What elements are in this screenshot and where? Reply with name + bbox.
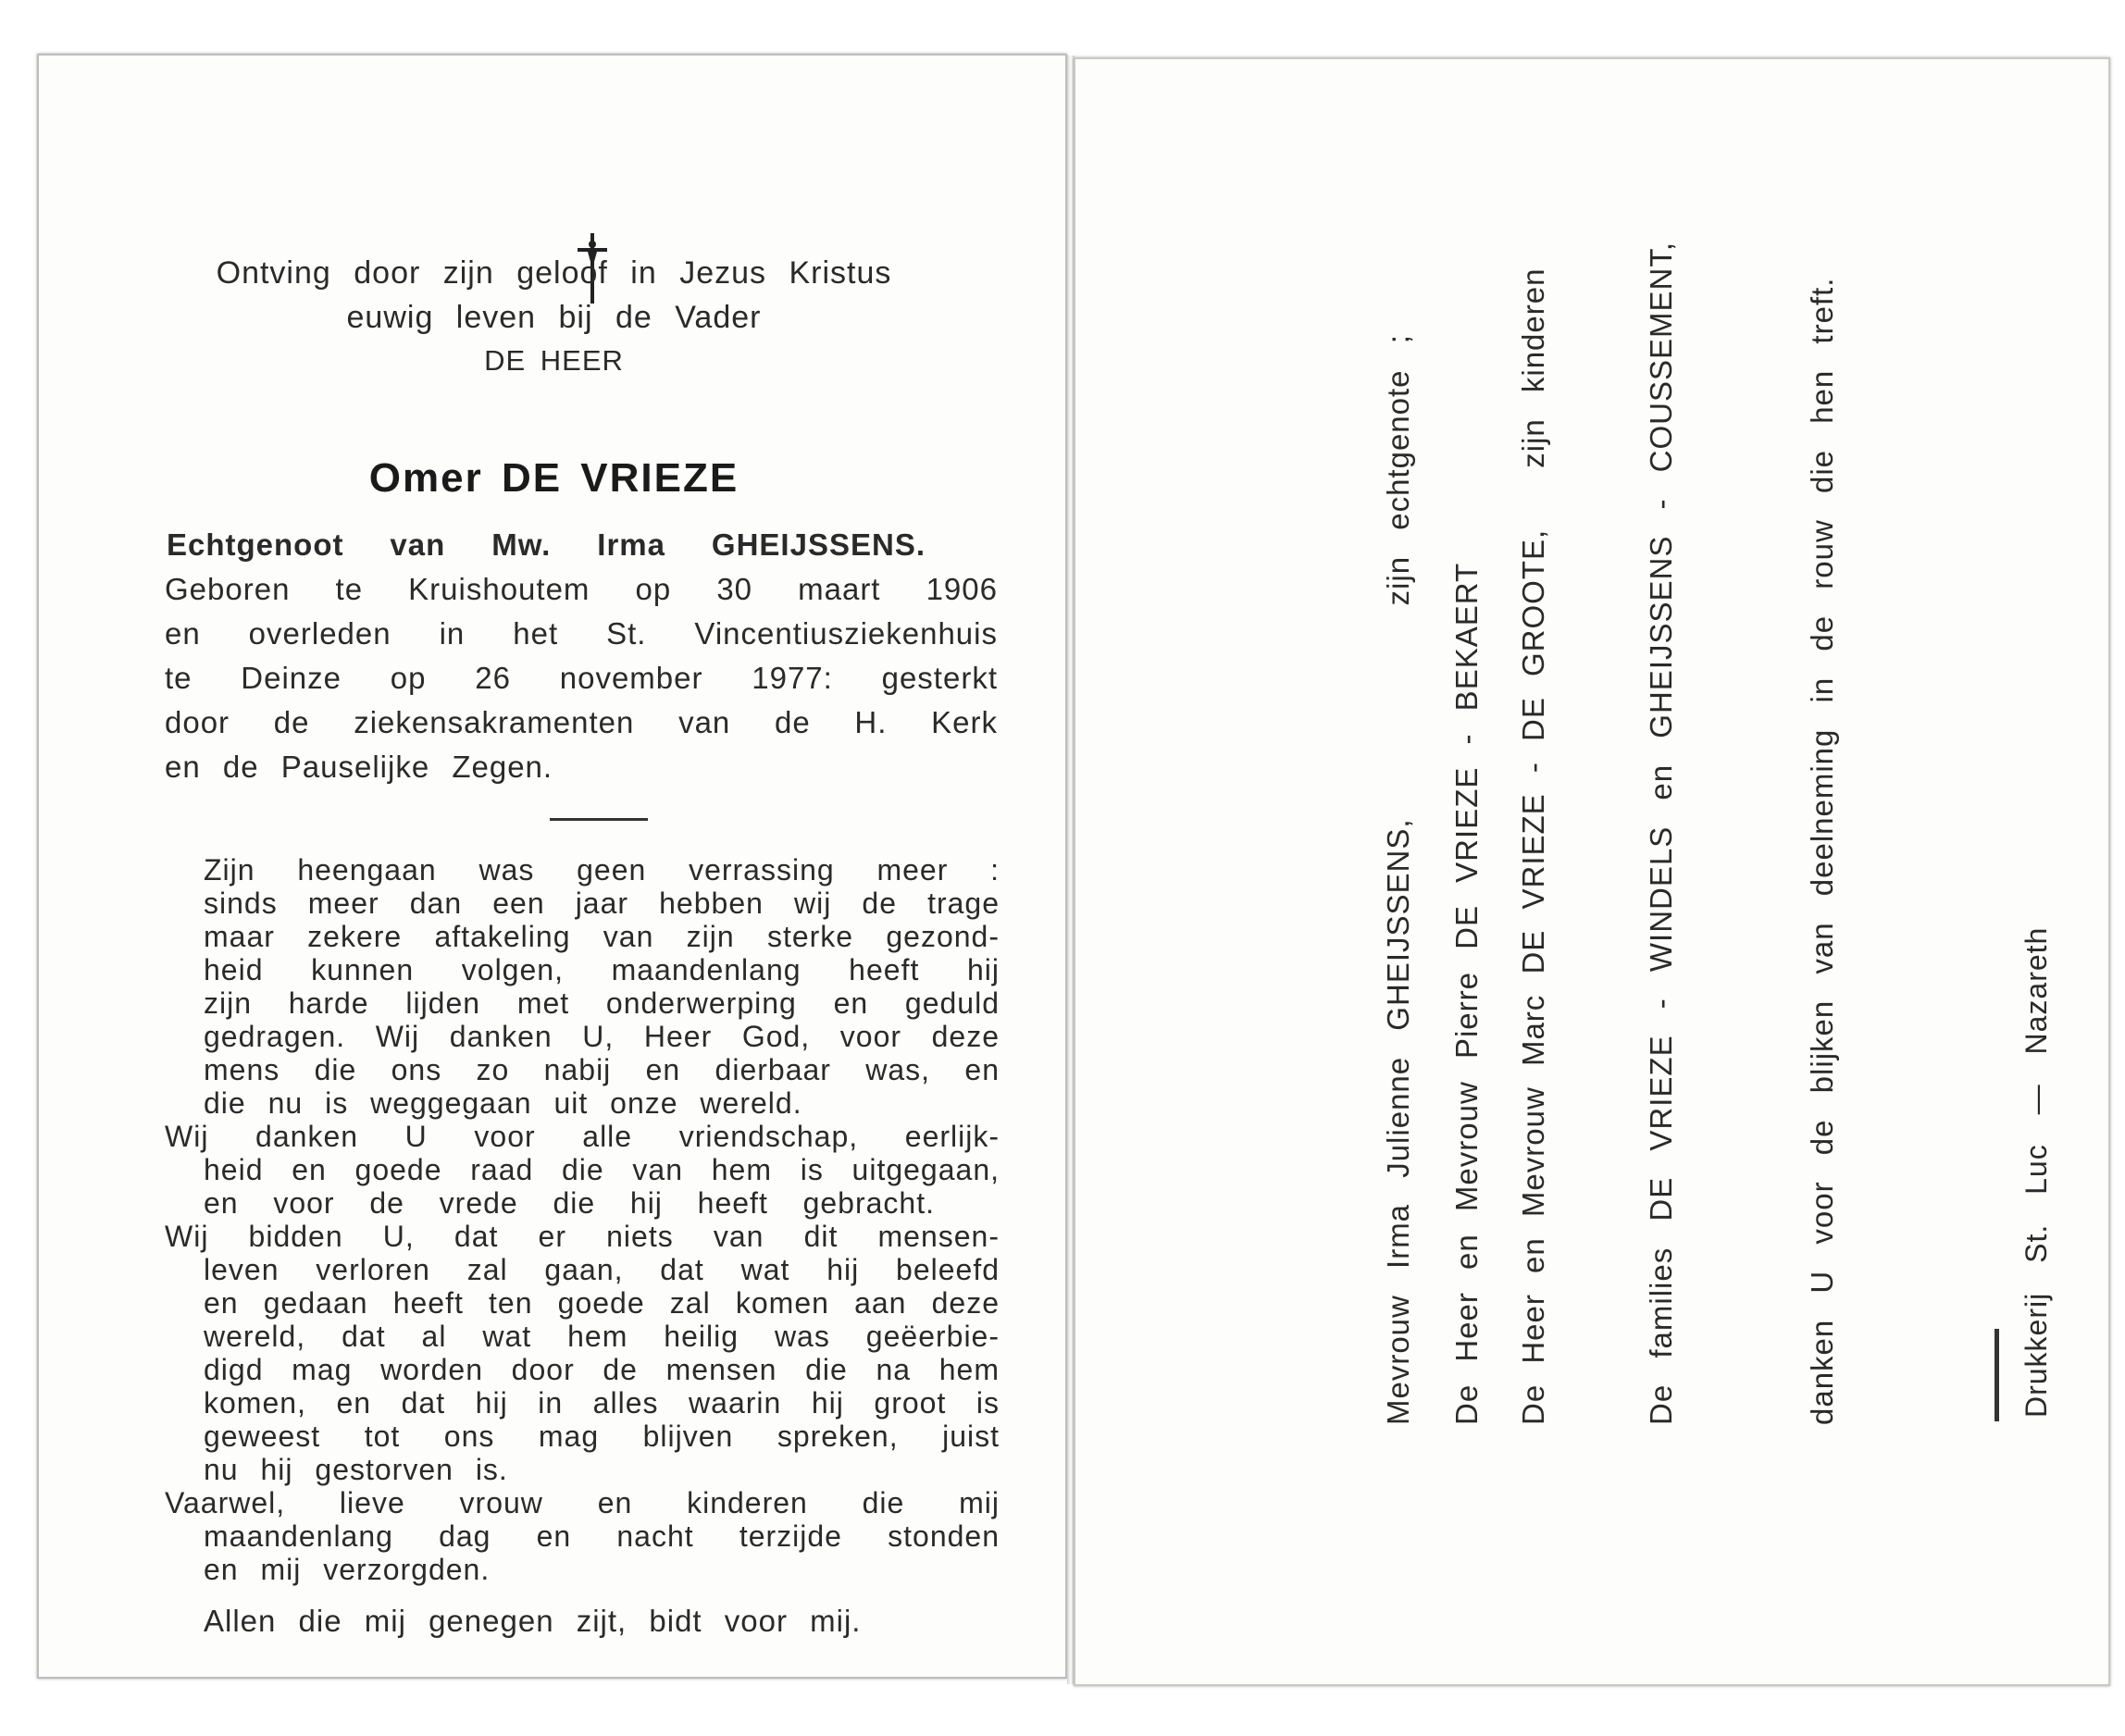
bio-line-5: door de ziekensakramenten van de H. Kerk [165, 705, 998, 739]
left-card-page [37, 54, 1067, 1679]
poem-line-10: heid en goede raad die van hem is uitgegaan, [204, 1153, 1000, 1186]
family-line-1-relation: zijn echtgenote ; [1381, 334, 1415, 606]
family-line-4-names: De families DE VRIEZE - WINDELS en GHEIJSSENS - COUSSEMENT, [1644, 241, 1678, 1425]
printer-text: Drukkerij St. Luc — Nazareth [2019, 926, 2053, 1418]
poem-line-8: die nu is weggegaan uit onze wereld. [204, 1086, 802, 1120]
family-line-1-names: Mevrouw Irma Julienne GHEIJSSENS, [1381, 818, 1415, 1425]
poem-line-17: komen, en dat hij in alles waarin hij groot is [204, 1386, 1000, 1420]
bio-line-2: Geboren te Kruishoutem op 30 maart 1906 [165, 572, 998, 606]
family-line-2 [1449, 563, 1485, 1425]
family-line-5-names: danken U voor de blijken van deelneming in de rouw die hen treft. [1805, 277, 1839, 1425]
printer-rule [1995, 1329, 1999, 1421]
printer-line [2019, 927, 2054, 1418]
divider [550, 818, 648, 821]
family-line-3-relation: zijn kinderen [1516, 267, 1550, 468]
bio-line-3: en overleden in het St. Vincentiusziekenhuis [165, 616, 998, 651]
family-line-2-names: De Heer en Mevrouw Pierre DE VRIEZE - BEKAERT [1449, 562, 1484, 1425]
poem-line-23: Allen die mij genegen zijt, bidt voor mij. [204, 1604, 862, 1638]
poem-line-2: sinds meer dan een jaar hebben wij de trage [204, 887, 1000, 920]
poem-line-16: digd mag worden door de mensen die na hem [204, 1353, 1000, 1386]
poem-line-3: maar zekere aftakeling van zijn sterke gezond- [204, 920, 1000, 953]
family-line-3 [1516, 268, 1551, 1425]
right-card-page [1074, 57, 2110, 1686]
poem-line-1: Zijn heengaan was geen verrassing meer : [204, 853, 1000, 887]
family-line-1 [1381, 231, 1416, 1425]
poem-line-5: zijn harde lijden met onderwerping en geduld [204, 986, 1000, 1020]
poem-line-6: gedragen. Wij danken U, Heer God, voor deze [204, 1020, 1000, 1053]
poem-line-22: en mij verzorgden. [204, 1553, 491, 1586]
family-line-5 [1805, 278, 1840, 1425]
family-line-3-names: De Heer en Mevrouw Marc DE VRIEZE - DE GROOTE, [1516, 528, 1550, 1425]
intro-line-1: Ontving door zijn geloof in Jezus Kristus [216, 255, 892, 291]
poem-line-14: en gedaan heeft ten goede zal komen aan deze [204, 1286, 1000, 1320]
intro-line-3: DE HEER [484, 344, 624, 377]
family-line-4 [1644, 242, 1679, 1425]
poem-line-19: nu hij gestorven is. [204, 1453, 508, 1486]
poem-line-13: leven verloren zal gaan, dat wat hij beleefd [204, 1253, 1000, 1286]
poem-line-4: heid kunnen volgen, maandenlang heeft hij [204, 953, 1000, 986]
poem-line-15: wereld, dat al wat hem heilig was geëerbie- [204, 1320, 1000, 1353]
bio-line-4: te Deinze op 26 november 1977: gesterkt [165, 661, 998, 695]
poem-line-12: Wij bidden U, dat er niets van dit mensen- [165, 1220, 1000, 1253]
deceased-name: Omer DE VRIEZE [368, 455, 739, 501]
poem-line-20: Vaarwel, lieve vrouw en kinderen die mij [165, 1486, 1000, 1519]
poem-line-11: en voor de vrede die hij heeft gebracht. [204, 1186, 935, 1220]
poem-line-7: mens die ons zo nabij en dierbaar was, en [204, 1053, 1000, 1086]
bio-line-1: Echtgenoot van Mw. Irma GHEIJSSENS. [167, 527, 926, 562]
poem-line-21: maandenlang dag en nacht terzijde stonden [204, 1519, 1000, 1553]
poem-line-18: geweest tot ons mag blijven spreken, juist [204, 1420, 1000, 1453]
intro-line-2: euwig leven bij de Vader [346, 300, 762, 335]
bio-line-6: en de Pauselijke Zegen. [165, 750, 553, 784]
poem-line-9: Wij danken U voor alle vriendschap, eerlijk- [165, 1120, 1000, 1153]
